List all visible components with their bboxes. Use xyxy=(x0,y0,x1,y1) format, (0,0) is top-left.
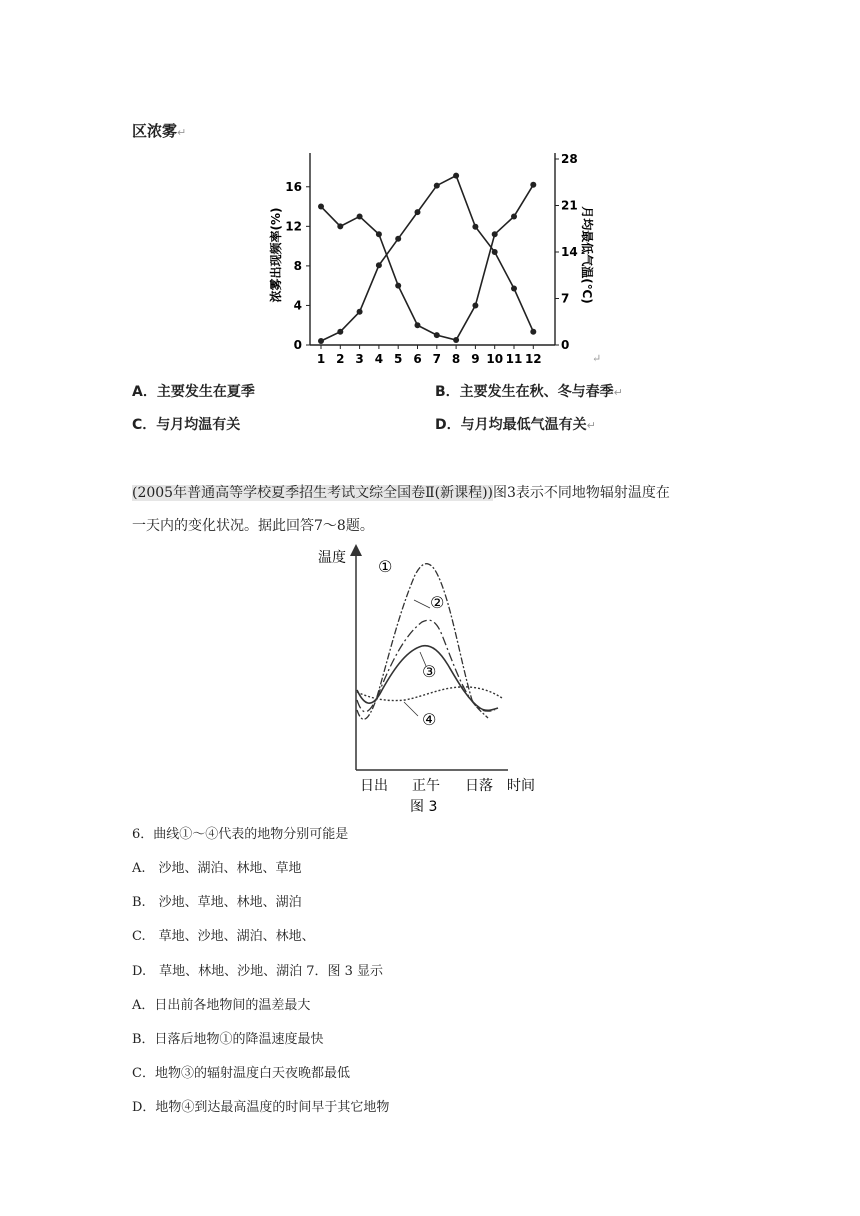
x-tick-label: 10 xyxy=(486,352,504,366)
left-tick-label: 0 xyxy=(293,338,302,352)
x-tick-label: 11 xyxy=(505,352,523,366)
series-1-point xyxy=(492,231,498,237)
series-2-point xyxy=(434,183,440,189)
chart-plot xyxy=(285,152,577,366)
x-tick-label: 2 xyxy=(336,352,345,366)
curve-label-1: ① xyxy=(378,557,393,576)
q7-option-d[interactable]: D．地物④到达最高温度的时间早于其它地物 xyxy=(132,1100,390,1115)
question-title-fragment: 区浓雾↵ xyxy=(132,122,187,140)
left-tick-label: 16 xyxy=(285,179,302,194)
x-tick-label: 3 xyxy=(355,352,364,366)
series-1-point xyxy=(376,231,382,237)
x-tick-label: 12 xyxy=(524,352,542,366)
right-tick-label: 14 xyxy=(561,245,578,259)
series-1-point xyxy=(472,302,478,308)
right-tick-label: 7 xyxy=(561,291,570,306)
series-2-point xyxy=(318,338,324,344)
right-tick-label: 0 xyxy=(561,338,570,352)
series-2-point xyxy=(530,329,536,335)
tick-sunset: 日落 xyxy=(465,778,493,794)
series-2-point xyxy=(376,262,382,268)
option-c[interactable]: C．与月均温有关 xyxy=(132,417,241,433)
tick-sunrise: 日出 xyxy=(360,778,388,794)
q6-option-d[interactable]: D. 草地、林地、沙地、湖泊 7．图 3 显示 xyxy=(132,964,384,979)
series-1-point xyxy=(434,332,440,338)
series-1-point xyxy=(511,213,517,219)
x-tick-label: 5 xyxy=(394,352,403,366)
q7-option-b[interactable]: B．日落后地物①的降温速度最快 xyxy=(132,1032,324,1047)
q6-option-b[interactable]: B. 沙地、草地、林地、湖泊 xyxy=(132,895,302,910)
question-6-stem: 6．曲线①～④代表的地物分别可能是 xyxy=(132,827,349,842)
fog-temperature-chart xyxy=(265,145,595,370)
series-2-point xyxy=(357,309,363,315)
tick-noon: 正午 xyxy=(412,778,440,794)
series-1-point xyxy=(530,182,536,188)
series-1-point xyxy=(337,223,343,229)
question-intro: (2005年普通高等学校夏季招生考试文综全国卷Ⅱ(新课程))图3表示不同地物辐射温度在 xyxy=(132,485,670,501)
right-axis-label: 月均最低气温(℃) xyxy=(580,206,594,304)
option-b[interactable]: B．主要发生在秋、冬与春季↵ xyxy=(435,384,623,400)
curve-label-3: ③ xyxy=(422,662,437,681)
series-line-1 xyxy=(321,185,533,340)
series-2-point xyxy=(337,329,343,335)
series-1-point xyxy=(357,213,363,219)
return-mark-icon: ↵ xyxy=(613,386,623,399)
left-axis-label: 浓雾出现频率(%) xyxy=(269,207,283,303)
y-axis-label: 温度 xyxy=(318,550,346,566)
series-1-point xyxy=(415,322,421,328)
left-tick-label: 4 xyxy=(293,298,302,313)
curve-label-2: ② xyxy=(430,593,445,612)
return-mark-icon: ↵ xyxy=(177,126,187,139)
x-axis-label: 时间 xyxy=(507,778,535,794)
series-1-point xyxy=(453,337,459,343)
series-line-2 xyxy=(321,176,533,341)
series-2-point xyxy=(511,286,517,292)
return-mark-icon: ↵ xyxy=(586,419,596,432)
option-a[interactable]: A．主要发生在夏季 xyxy=(132,384,255,400)
x-tick-label: 8 xyxy=(451,352,461,366)
figure-3 xyxy=(310,540,550,815)
series-2-point xyxy=(492,249,498,255)
q6-option-a[interactable]: A. 沙地、湖泊、林地、草地 xyxy=(132,861,302,876)
curve-label-4: ④ xyxy=(422,710,437,729)
source-citation: (2005年普通高等学校夏季招生考试文综全国卷Ⅱ(新课程)) xyxy=(132,485,493,501)
series-2-point xyxy=(415,209,421,215)
figure-caption: 图 3 xyxy=(410,799,438,815)
left-tick-label: 8 xyxy=(293,258,302,273)
right-tick-label: 28 xyxy=(561,152,578,166)
x-tick-label: 1 xyxy=(316,352,326,366)
series-1-point xyxy=(318,204,324,210)
x-tick-label: 6 xyxy=(413,352,422,366)
left-tick-label: 12 xyxy=(285,219,302,234)
return-mark-icon: ↵ xyxy=(592,352,602,365)
right-tick-label: 21 xyxy=(561,198,578,213)
x-tick-label: 7 xyxy=(432,352,441,366)
x-tick-label: 9 xyxy=(471,352,480,366)
option-d[interactable]: D．与月均最低气温有关↵ xyxy=(435,417,596,433)
q6-option-c[interactable]: C. 草地、沙地、湖泊、林地、 xyxy=(132,929,315,944)
series-2-point xyxy=(395,236,401,242)
x-tick-label: 4 xyxy=(374,352,384,366)
q7-option-c[interactable]: C．地物③的辐射温度白天夜晚都最低 xyxy=(132,1066,350,1081)
q7-option-a[interactable]: A．日出前各地物间的温差最大 xyxy=(132,998,311,1013)
series-2-point xyxy=(453,173,459,179)
series-2-point xyxy=(472,224,478,230)
series-1-point xyxy=(395,283,401,289)
question-intro-line2: 一天内的变化状况。据此回答7～8题。 xyxy=(132,518,374,534)
